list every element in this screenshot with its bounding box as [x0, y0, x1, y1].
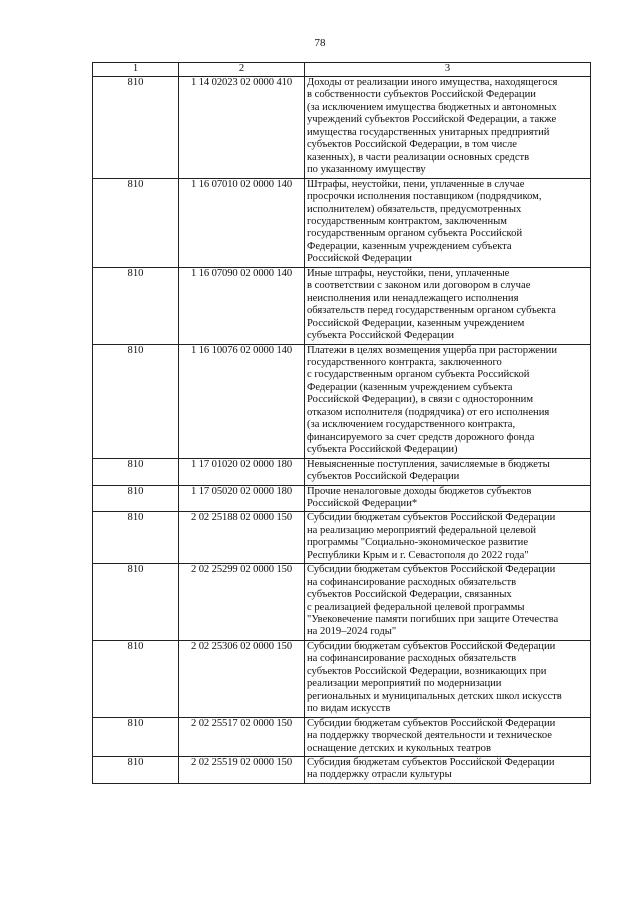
revenue-name-line: Федерации (казенным учреждением субъекта	[307, 381, 513, 393]
revenue-name-line: отказом исполнителя (подрядчика) от его исполнения	[307, 406, 550, 418]
revenue-name-line: просрочки исполнения поставщиком (подрядчиком,	[307, 191, 542, 203]
revenue-name-line: программы "Социально-экономическое развитие	[307, 537, 529, 549]
revenue-name-line: по указанному имуществу	[307, 164, 426, 176]
revenue-name-line: Невыясненные поступления, зачисляемые в бюджеты	[307, 458, 550, 470]
page-number: 78	[314, 37, 326, 49]
revenue-name-line: на поддержку отрасли культуры	[307, 769, 452, 781]
table-row	[93, 564, 591, 641]
revenue-name-line: на софинансирование расходных обязательств	[307, 576, 517, 588]
revenue-name-cell	[305, 564, 591, 641]
table-row	[93, 717, 591, 756]
revenue-name-line: субъектов Российской Федерации	[307, 471, 460, 483]
column-header-1: 1	[93, 63, 179, 77]
table-row	[93, 485, 591, 512]
revenue-name-line: Прочие неналоговые доходы бюджетов субъектов	[307, 485, 532, 497]
revenue-name-line: Российской Федерации, казенным учреждением	[307, 317, 525, 329]
revenue-name-line: государственного контракта, заключенного	[307, 356, 502, 368]
revenue-name-line: на реализацию мероприятий федеральной целевой	[307, 524, 537, 536]
admin-code-cell: 810	[93, 717, 179, 756]
budget-classification-code-cell: 1 17 05020 02 0000 180	[179, 485, 305, 512]
table-row	[93, 77, 591, 179]
revenue-name-line: казенных), в части реализации основных средств	[307, 151, 530, 163]
admin-code-cell: 810	[93, 512, 179, 564]
revenue-name-line: обязательств перед государственным органом субъекта	[307, 305, 556, 317]
revenue-name-line: учреждений субъектов Российской Федерации, а также	[307, 114, 557, 126]
revenue-name-line: Субсидии бюджетам субъектов Российской Федерации	[307, 512, 556, 524]
table-row	[93, 640, 591, 717]
revenue-name-cell	[305, 77, 591, 179]
revenue-name-cell	[305, 640, 591, 717]
budget-classification-code-cell: 1 16 10076 02 0000 140	[179, 344, 305, 458]
revenue-name-cell	[305, 717, 591, 756]
table-header-row	[93, 63, 591, 77]
revenue-name-line: субъектов Российской Федерации, возникающих при	[307, 665, 547, 677]
budget-classification-code-cell: 1 17 01020 02 0000 180	[179, 458, 305, 485]
admin-code-cell: 810	[93, 267, 179, 344]
revenue-name-line: в собственности субъектов Российской Федерации	[307, 89, 536, 101]
revenue-name-line: Субсидии бюджетам субъектов Российской Федерации	[307, 640, 556, 652]
revenue-name-line: оснащение детских и кукольных театров	[307, 742, 491, 754]
table-row	[93, 344, 591, 458]
revenue-name-line: реализации мероприятий по модернизации	[307, 678, 502, 690]
revenue-name-line: "Увековечение памяти погибших при защите Отечества	[307, 614, 559, 626]
revenue-name-line: по видам искусств	[307, 703, 391, 715]
revenue-name-line: государственным органом субъекта Российской	[307, 228, 523, 240]
revenue-name-line: на софинансирование расходных обязательств	[307, 653, 517, 665]
revenue-name-line: субъекта Российской Федерации)	[307, 444, 458, 456]
revenue-name-line: региональных и муниципальных детских школ искусств	[307, 690, 562, 702]
revenue-name-line: Субсидия бюджетам субъектов Российской Федерации	[307, 757, 555, 769]
table-row	[93, 512, 591, 564]
revenue-name-line: Субсидии бюджетам субъектов Российской Федерации	[307, 564, 556, 576]
column-header-3: 3	[305, 63, 591, 77]
admin-code-cell: 810	[93, 640, 179, 717]
budget-classification-code-cell: 1 16 07090 02 0000 140	[179, 267, 305, 344]
revenue-name-line: Российской Федерации), в связи с односторонним	[307, 394, 534, 406]
revenue-name-cell	[305, 178, 591, 267]
revenue-name-cell	[305, 512, 591, 564]
budget-classification-code-cell: 2 02 25517 02 0000 150	[179, 717, 305, 756]
column-header-2: 2	[179, 63, 305, 77]
budget-classification-code-cell: 2 02 25299 02 0000 150	[179, 564, 305, 641]
revenue-name-line: (за исключением имущества бюджетных и автономных	[307, 101, 557, 113]
admin-code-cell: 810	[93, 344, 179, 458]
admin-code-cell: 810	[93, 564, 179, 641]
revenue-name-line: государственным контрактом, заключенным	[307, 215, 507, 227]
revenue-name-line: в соответствии с законом или договором в случае	[307, 280, 531, 292]
revenue-name-line: субъекта Российской Федерации	[307, 330, 455, 342]
revenue-name-line: субъектов Российской Федерации, в том числе	[307, 139, 517, 151]
revenue-name-line: Штрафы, неустойки, пени, уплаченные в случае	[307, 178, 525, 190]
admin-code-cell: 810	[93, 757, 179, 784]
revenue-name-cell	[305, 344, 591, 458]
revenue-name-line: Платежи в целях возмещения ущерба при расторжении	[307, 344, 557, 356]
revenue-name-line: Федерации, казенным учреждением субъекта	[307, 240, 512, 252]
revenue-name-cell	[305, 267, 591, 344]
revenue-name-line: с государственным органом субъекта Российской	[307, 369, 530, 381]
budget-classification-code-cell: 2 02 25306 02 0000 150	[179, 640, 305, 717]
revenue-name-cell	[305, 485, 591, 512]
revenue-name-line: (за исключением государственного контракта,	[307, 419, 516, 431]
admin-code-cell: 810	[93, 77, 179, 179]
revenue-name-line: Российской Федерации*	[307, 497, 418, 509]
table-row	[93, 267, 591, 344]
revenue-name-line: субъектов Российской Федерации, связанных	[307, 589, 512, 601]
revenue-name-cell	[305, 458, 591, 485]
admin-code-cell: 810	[93, 458, 179, 485]
revenue-name-line: имущества государственных унитарных предприятий	[307, 126, 550, 138]
revenue-name-line: исполнителем) обязательств, предусмотренных	[307, 203, 522, 215]
revenue-name-line: Иные штрафы, неустойки, пени, уплаченные	[307, 267, 510, 279]
budget-classification-code-cell: 1 14 02023 02 0000 410	[179, 77, 305, 179]
table-row	[93, 458, 591, 485]
revenue-name-line: неисполнения или ненадлежащего исполнения	[307, 292, 519, 304]
budget-classification-code-cell: 2 02 25188 02 0000 150	[179, 512, 305, 564]
revenue-name-line: Доходы от реализации иного имущества, находящегося	[307, 77, 558, 88]
revenue-name-line: на поддержку творческой деятельности и техническое	[307, 730, 553, 742]
table-row	[93, 757, 591, 784]
admin-code-cell: 810	[93, 178, 179, 267]
revenue-codes-table	[92, 62, 591, 784]
budget-classification-code-cell: 2 02 25519 02 0000 150	[179, 757, 305, 784]
revenue-name-line: с реализацией федеральной целевой программы	[307, 601, 525, 613]
budget-classification-code-cell: 1 16 07010 02 0000 140	[179, 178, 305, 267]
revenue-name-line: Российской Федерации	[307, 253, 412, 265]
admin-code-cell: 810	[93, 485, 179, 512]
revenue-name-line: на 2019–2024 годы"	[307, 626, 397, 638]
revenue-name-line: Субсидии бюджетам субъектов Российской Федерации	[307, 717, 556, 729]
revenue-name-line: Республики Крым и г. Севастополя до 2022 года"	[307, 549, 529, 561]
revenue-name-cell	[305, 757, 591, 784]
table-row	[93, 178, 591, 267]
revenue-name-line: финансируемого за счет средств дорожного фонда	[307, 431, 535, 443]
